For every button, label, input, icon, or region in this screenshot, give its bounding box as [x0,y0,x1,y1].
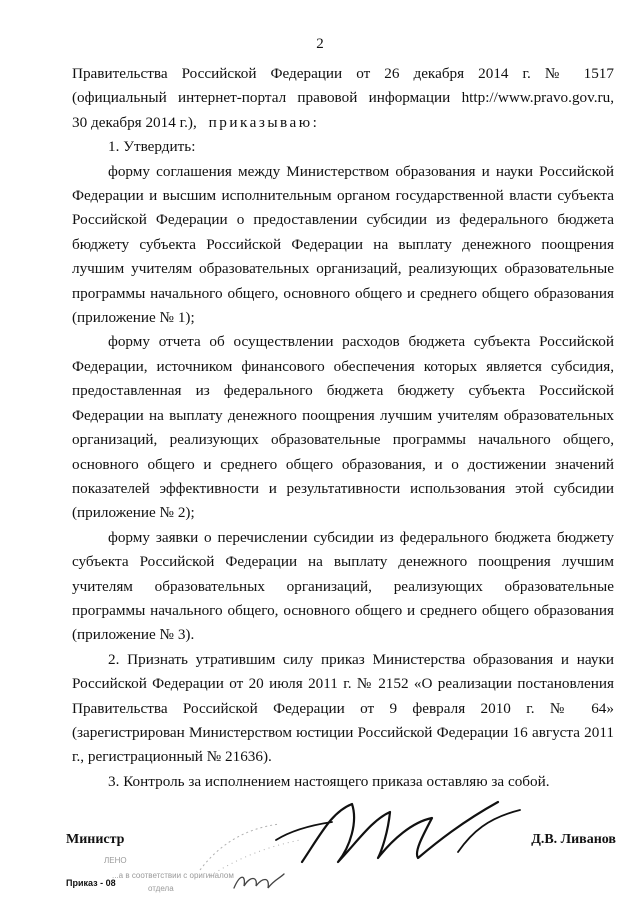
intro-date: 30 декабря 2014 г.), [72,113,197,131]
intro-line-1: Правительства Российской Федерации от 26 декабря 2014 г. № 1517 [72,65,614,82]
intro-line-3 [72,111,614,135]
page-number: 2 [316,36,324,52]
footer-document-code: Приказ - 08 [66,878,116,888]
signer-position: Министр [66,832,125,847]
intro-line-2: (официальный интернет-портал правовой информации http://www.pravo.gov.ru, [72,89,614,107]
order-word: приказываю: [208,113,320,131]
certification-stamp-line-3: отдела [148,884,174,893]
certification-stamp-line-1: ЛЕНО [104,856,127,865]
item-1-form-report: форму отчета об осуществлении расходов бюджета субъекта Российской Федерации, источником финансового обеспечения которых является субсидия, предоставленная из федерального бюджета бюджету субъекта Российской Федерации на выплату денежного поощрения лучшим учителям образовательных организаций, реализующих образовательные программы начального общего, основного общего и среднего общего образования, и о достижении значений показателей эффективности и результативности использования этой субсидии (приложение № 2); [72,333,614,522]
item-1-heading: 1. Утвердить: [108,138,196,156]
minister-signature [262,792,532,874]
certifier-signature [230,868,288,894]
item-2-repeal: 2. Признать утратившим силу приказ Министерства образования и науки Российской Федерации от 20 июля 2011 г. № 2152 «О реализации постановления Правительства Российской Федерации от 9 февраля 2010 г. № 64» (зарегистрирован Министерством юстиции Российской Федерации 16 августа 2011 г., регистрационный № 21636). [72,650,614,766]
item-3-control: 3. Контроль за исполнением настоящего приказа оставляю за собой. [108,772,550,790]
signer-name: Д.В. Ливанов [531,832,616,847]
item-1-form-application: форму заявки о перечислении субсидии из федерального бюджета бюджету субъекта Российской Федерации на выплату денежного поощрения лучшим учителям образовательных организаций, реализующих образовательные программы начального общего, основного общего и среднего общего образования (приложение № 3). [72,528,614,644]
document-body [72,62,614,794]
certification-stamp-line-2: ...а в соответствии с оригиналом [112,871,234,880]
item-1-form-agreement: форму соглашения между Министерством образования и науки Российской Федерации и высшим исполнительным органом государственной власти субъекта Российской Федерации о предоставлении субсидии из федерального бюджета бюджету субъекта Российской Федерации на выплату денежного поощрения лучшим учителям образовательных организаций, реализующих образовательные программы начального общего, основного общего и среднего общего образования (приложение № 1); [72,162,614,327]
